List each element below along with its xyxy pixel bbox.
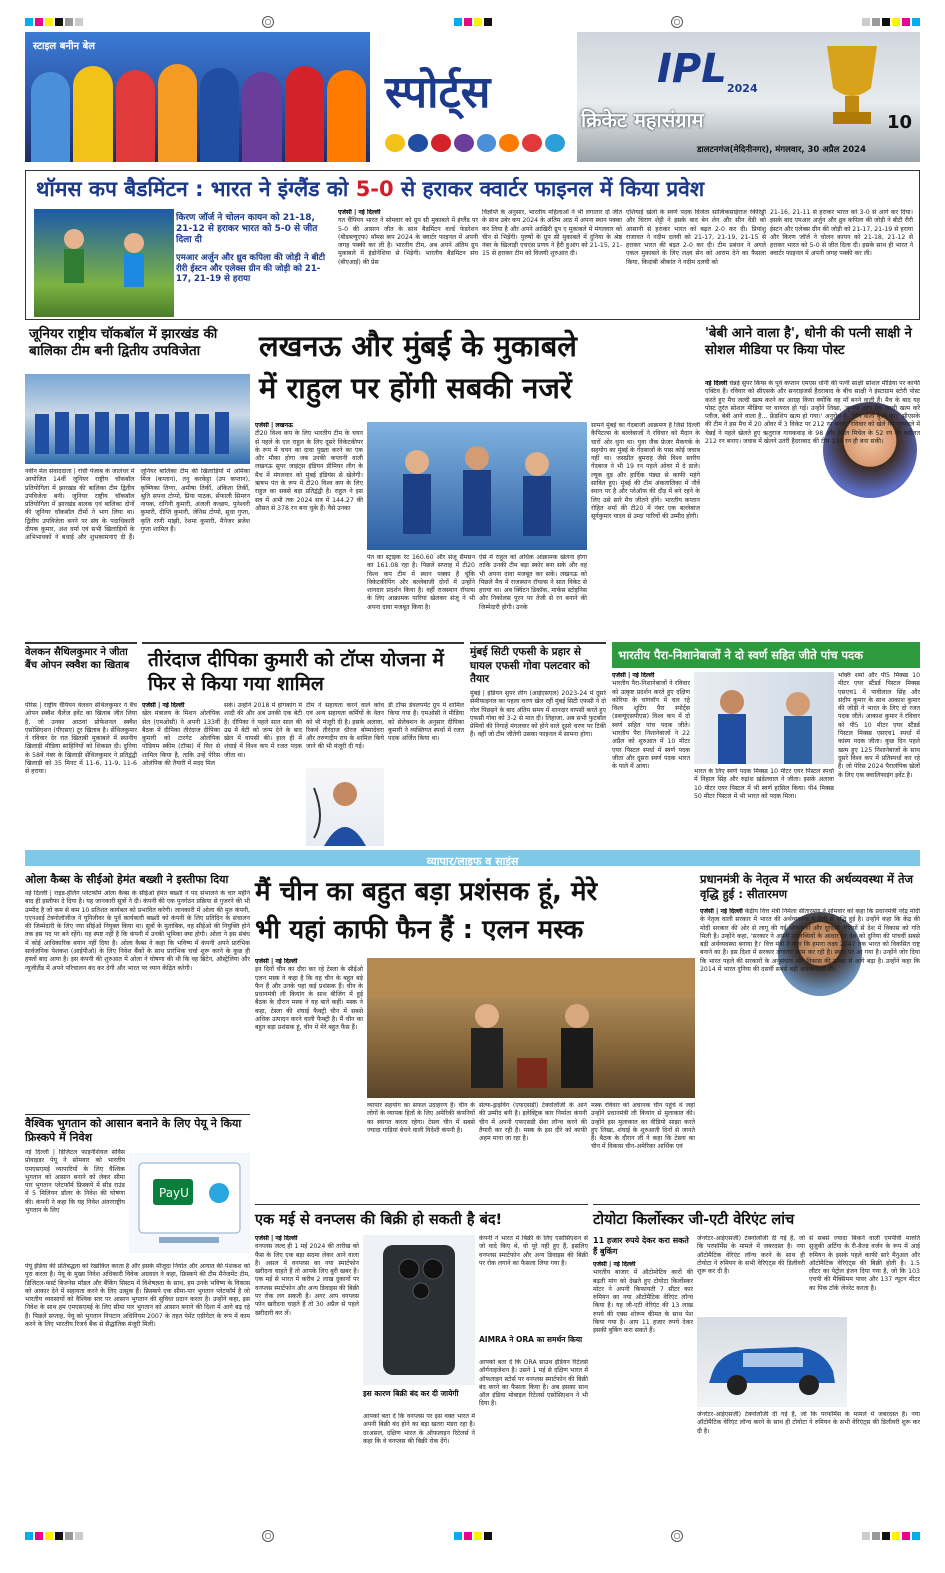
oneplus-phone-photo <box>363 1235 475 1385</box>
thomas-cup-col4: 21-16, 21-11 से हराकर भारत को 3-0 से आगे कर दिया। इसके बाद एमआर अर्जुन और ध्रुव कपिला की जोड़ी ने बीटी रीरी ईस्टन और एलेक्स ग्रीन की जोड़ी को 21-17, 21-19 से हराया और किरण जॉर्ज ने चोलन कायन को 21-18, 21-12 से हराकर भारत को 5-0 से जीत दिला दी। इसके साथ ही भारत ने क्वार्टर फाइनल में अपनी जगह पक्की कर ली। <box>770 209 913 258</box>
story-payu <box>25 1114 250 1524</box>
badminton-photo <box>34 209 174 317</box>
story-toyota <box>593 1204 920 1524</box>
cmyk-strip-left <box>25 18 83 26</box>
para-headline-band <box>612 642 920 668</box>
sports-logo <box>375 32 575 162</box>
players-collage <box>25 32 370 162</box>
player-label: स्टाइल बनीन बेल <box>33 41 96 52</box>
lsg-players-photo <box>367 422 587 550</box>
squash-body: पेरिस | राष्ट्रीय चैंपियन वेलवन सेंथिलकुमार ने बैंच ओपन स्क्वैश चैलेंज इवेंट का खिताब जीत लिया है, जो उनका आठवां प्रोफेशनल स्क्वैश एसोसिएशन (पीएसए) टूर खिताब है। सेंथिलकुमार ने रविवार देर रात खिताबी मुकाबले में स्थानीय खिलाड़ी मीडिया साहिनियों को शिकस्त दी। दुनिया के 58वें नंबर के खिलाड़ी सेंथिलकुमार ने प्रतिद्वंद्वी खिलाड़ी को 35 मिनट में 11-6, 11-9, 11-6 से हराया। <box>25 702 137 776</box>
para-col1: एजेंसी | नई दिल्ली भारतीय पैरा-निशानेबाजों ने रविवार को उत्कृष्ट प्रदर्शन करते हुए दक्षिण कोरिया के चांगवॉन में चल रहे विश्व शूटिंग पैरा स्पोर्ट्स (डब्ल्यूएसपीएस) विश्व कप में दो स्वर्ण सहित पांच पदक जीते। भारतीय पैरा निशानेबाजों ने 22 अप्रैल को शुरुआत में 10 मीटर एयर पिस्टल स्पर्धा में स्वर्ण पदक जीता और दूसरा स्वर्ण पदक भारत के पाले में आया। <box>612 672 690 771</box>
toyota-callout: 11 हजार रुपये देकर करा सकते हैं बुकिंग <box>593 1236 689 1256</box>
logo-title: स्पोर्ट्स <box>385 67 491 118</box>
registration-mark-icon <box>262 1530 274 1542</box>
byline: एजेंसी | नई दिल्ली <box>593 1261 636 1268</box>
para-col3: भक्ति शर्मा और पी5 मिक्स्ड 10 मीटर एयर स्टैंडर्ड पिस्टल मिक्स्ड एसएच1 में पावीलाल सिंह और संदीप कुमार के साथ आकाश कुमार की जोड़ी ने भारत के लिए दो रजत पदक जीते। आकाश कुमार ने रविवार को पी5 10 मीटर एयर स्टैंडर्ड पिस्टल मिक्स्ड एसएच1 स्पर्धा में कांस्य पदक जीता। कुछ दिन पहले खत्म हुए 125 निशानेबाजों के साथ दूसरे विश्व कप में प्रतिस्पर्धा कर रहे हैं। जो पेरिस 2024 पैरालंपिक खेलों के लिए एक क्वालिफाइंग इवेंट है। <box>838 672 920 779</box>
musk-headline-line1: मैं चीन का बहुत बड़ा प्रशंसक हूं, मेरे <box>255 877 598 907</box>
fc-headline: मुंबई सिटी एफसी के प्रहार से घायल एफसी गोवा पलटवार को तैयार <box>470 646 590 685</box>
lucknow-col4: सामने मुंबई का गेंदबाजी आक्रमण है जिसे दिल्ली कैपिटल्स के बल्लेबाजों ने रविवार को मैदान के चारों ओर धुना था। युवा जैक फ्रेजर मैकगर्क के सहयोग का मुंबई के गेंदबाजों के पास कोई जवाब नहीं था। जसप्रीत बुमराह जैसे विश्व स्तरीय गेंदबाज ने भी 19 रन पहले ओवर में दे डाले। ल्यूक वुड और हार्दिक पंड्या से काफी महंगे साबित हुए। मुंबई की टीम अंकतालिका में नौवें स्थान पर है और प्लेऑफ की दौड़ में बने रहने के लिए उसे सारे मैच जीतने होंगे। भारतीय कप्तान रोहित शर्मा की टी20 में नंबर एक बल्लेबाज सूर्यकुमार यादव से उम्दा पारियों की उम्मीद होगी। <box>591 422 700 521</box>
musk-col3: व्यापार सहयोग का सफल उदाहरण है। चीन के लोगों के व्यापक हितों के लिए अमेरिकी कंपनियों का स्वागत करता रहेगा। टेस्ला चीन में सबसे ज्यादा गाड़ियां बेचने वाली विदेशी कंपनी है। <box>367 1102 475 1134</box>
story-ola <box>25 872 250 1110</box>
score-highlight: 5-0 <box>355 177 394 201</box>
chokball-body: नवीन मेल संवाददाता | रांची पंजाब के जालंधर में आयोजित 14वीं जूनियर राष्ट्रीय चॉकबॉल प्रतियोगिता में झारखंड की बालिका टीम द्वितीय उपविजेता बनी। जूनियर राष्ट्रीय चॉकबॉल प्रतियोगिता में झारखंड बालक एवं बालिका दोनों की जूनियर चॉकबॉल टीमों ने भाग लिया था। द्वितीय उपविजेता बनने पर संघ के पदाधिकारी दीपक कुमार, अंश वर्मा एवं सभी खिलाड़ियों के अभिभावकों ने बधाई और शुभकामनाएं दी हैं। जूनियर बालिका टीम की खिलाड़ियों में अमिका मिंज (कप्तान), तनु करकेट्टा (उप कप्तान), कृष्णिका तिग्गा, अमीषा तिर्की, अंकिता तिर्की, श्रुति सपना टोप्पो, प्रिया पाठक, सेंफाली सिमरन नायक, रागिनी कुमारी, अंजली कच्छप, पुनेश्वरी कुमारी, दीप्ति कुमारी, जेनिस टोप्पो, सुधा गुप्ता, कृति राणी मांझी, रेशमा कुमारी, मैनेजर ब्रजेश गुप्ता शामिल हैं। <box>25 468 250 542</box>
toyota-col1: एजेंसी | नई दिल्ली भारतीय बाजार में ऑटोमोटिव कारों की बढ़ती मांग को देखते हुए टोयोटा किर्लोस्कर मोटर ने अपनी किफायती 7 सीटर कार रुमियन का नया ऑटोमैटिक वेरिएंट लॉन्च किया है। यह जी-एटी वेरिएंट की 13 लाख रुपये की एक्स शोरूम कीमत के साथ पेश किया गया है। आप 11 हजार रुपये देकर इसकी बुकिंग करा सकते हैं। <box>593 1261 693 1335</box>
deepika-col4: डी टॉप्स डेवलपमेंट ग्रुप में शामिल किया गया है। एमओसी ने मीडिया को सेलेक्शन के अनुसार दीपिका कुमारी ने व्यक्तिगत स्पर्धा में रजत पदक अर्जित किया था। <box>388 702 464 743</box>
deepika-photo <box>306 768 384 846</box>
deepika-col2: सके। उन्होंने 2018 में हांगकांग में शादी की और अब उनकी एक बेटी है। दीपिका ने पहले सात साल की उम्र में बेटी को जन्म देने के बाद खेल में वापसी की। हाल ही में शंघाई में विश्व कप में रजत पदक जीता था। <box>224 702 302 759</box>
toyota-car-photo <box>697 1317 847 1407</box>
oneplus-col4: आपको बता दें कि ORA साउथ इंडियन रिटेलर्स ऑर्गनाइजेशन है। उसने 1 मई से दक्षिण भारत में ऑफलाइन स्टोर्स पर वनप्लस स्मार्टफोन की बिक्री बंद करने का फैसला किया है। अब इसका साथ ऑल इंडिया मोबाइल रिटेलर्स एसोसिएशन ने भी दिया है। <box>479 1359 588 1408</box>
chokball-headline: जूनियर राष्ट्रीय चॉकबॉल में झारखंड की बालिका टीम बनी द्वितीय उपविजेता <box>29 326 218 359</box>
sakshi-body: नई दिल्ली चेन्नई सुपर किंग्स के पूर्व कप्तान एमएस धोनी की पत्नी साक्षी सोशल मीडिया पर काफी एक्टिव हैं। रविवार को सीएसके और सनराइजर्स हैदराबाद के बीच साक्षी ने इंस्टाग्राम स्टोरी पोस्ट करते हुए मैच जल्दी खत्म करने का आग्रह किया क्योंकि वह माँ बनने वाली हैं। मैच के बाद यह पोस्ट तुरंत सोशल मीडिया पर वायरल हो गई। उन्होंने लिखा, 'कृपया आप मैच जल्दी खत्म करें प्लीज, बेबी आने वाला है... फ्रेंडशिप खत्म हो गया।' अनुरोध है- 'होने वाली बुआ का।' सीएसके की टीम ने इस मैच में 20 ओवर में 3 विकेट पर 212 रन बनाए। रविवार को खेले गए मुकाबले में चेन्नई ने पहले खेलते हुए ऋतुराज गायकवाड़ के 98 और डेरिल मिचेल के 52 रन की बदौलत 212 रन बनाए। जवाब में खेलने उतरी हैदराबाद की टीम 134 रन ही बना सकी। <box>705 380 920 446</box>
oneplus-subhead: AIMRA ने ORA का समर्थन किया <box>479 1335 583 1344</box>
svg-text:PayU: PayU <box>159 1186 189 1200</box>
byline: नई दिल्ली <box>705 380 728 387</box>
fc-body: मुंबई | इंडियन सुपर लीग (आईएसएल) 2023-24 में दूसरे सेमीफाइनल का पहला चरण खेल रहीं मुंबई सिटी एफसी ने दो गोल पिछड़ने के बाद अंतिम समय में शानदार वापसी करते हुए एफसी गोवा को 3-2 से मात दी। लिहाजा, अब सभी फुटबॉल प्रेमियों की निगाहें मंगलवार को होने वाले दूसरे चरण पर टिकी हैं। वहीं जो टीम जीतेगी उसका फाइनल में सामना होगा। <box>470 690 606 739</box>
oneplus-col2: आपको बता दें कि वनप्लस पर इस वक्त भारत में अपनी बिक्री बंद होने का बड़ा खतरा मंडरा रहा है। दरअसल, दक्षिण भारत के ऑफलाइन रिटेलर्स ने कहा कि वे वनप्लस की बिक्री रोक देंगे। <box>363 1413 475 1445</box>
sitharaman-headline: प्रधानमंत्री के नेतृत्व में भारत की अर्थव्यवस्था में तेज वृद्धि हुई : सीतारमण <box>700 872 914 901</box>
ipl-year: 2024 <box>727 82 758 95</box>
byline: एजेंसी | नई दिल्ली <box>700 908 743 915</box>
thomas-cup-col1: एजेंसी | नई दिल्ली गत चैंपियन भारत ने सोमवार को ग्रुप सी मुकाबले में इंग्लैंड पर 5-0 की आसान जीत के साथ बैडमिंटन वर्ल्ड फेडरेशन (बीडब्ल्यूएफ) थॉमस कप 2024 के क्वार्टर फाइनल में अपनी जगह पक्की कर ली है। भारतीय टीम, अब अपने अंतिम ग्रुप मुकाबले में इंडोनेशिया से भिड़ेगी। भारतीय बैडमिंटन संघ (बीएआई) की प्रेस <box>338 209 478 266</box>
deepika-col3: टीम ने सहायता करने वाले कोच एवं अन्य सहायता कर्मियों के वेतन को भी मंजूरी दी है। इसके अलावा, रिकर्व तीरंदाज धीरज बोम्मादेवरा और तरुणदीप राय के शामिल किये जाने की भी मंजूरी दी गई। <box>306 702 384 751</box>
payu-body1: नई दिल्ली | डिजिटल फाइनेंशियल सर्विस प्रोवाइडर पेयू ने सोमवार को भारतीय एमएसएमई व्यापारियों के लिए वैश्विक भुगतान को आसान बनाने को लेकर सीमा पार भुगतान प्लेटफॉर्म फ्रिस्कपे में सीड राउंड में 5 मिलियन डॉलर के निवेश की घोषणा की। कंपनी ने कहा कि यह निवेश अंतरराष्ट्रीय भुगतान के लिए <box>25 1149 125 1215</box>
toyota-col3-cont: जेनरेटर-आईएसजी) टेक्नोलॉजी दी गई है, जो कि परफॉर्मेंस के मामले में जबरदस्त है। नया ऑटोमैटिक वेरिएंट लॉन्च करने के साथ ही टोयोटा ने रुमियन के सभी वेरिएंट्स की डिलीवरी शुरू कर दी है। <box>697 1411 920 1435</box>
musk-col4: सेल्फ-ड्राइविंग (एफएसडी) टेक्नोलॉजी के आने की उम्मीद बनी है। इलेक्ट्रिक कार निर्माता कंपनी चीन में अपनी एफएसडी सेवा लॉन्च करने की तैयारी कर रही है। मस्क के इस दौरे को काफी अहम माना जा रहा है। <box>479 1102 587 1143</box>
registration-mark-icon <box>671 16 683 28</box>
dateline: डालटनगंज(मेदिनीनगर), मंगलवार, 30 अप्रैल 2024 <box>697 145 866 155</box>
story-chokball <box>25 326 250 638</box>
story-squash <box>25 642 137 844</box>
masthead <box>25 32 920 162</box>
sitharaman-body: एजेंसी | नई दिल्ली केंद्रीय वित्त मंत्री निर्मला सीतारमण ने सोमवार को कहा कि प्रधानमंत्री नरेंद्र मोदी के नेतृत्व वाली सरकार में भारत की अर्थव्यवस्था में तेजी से वृद्धि हुई है। उन्होंने कहा कि केंद्र की मोदी सरकार की ओर से लागू की गई योजनाओं और दूरदर्शी नीतियों से देश में विकास को गति मिली है। उन्होंने कहा, 'सरकार ने अपनी उपलब्धियों के आधार पर देश को दुनिया की पांचवीं सबसे बड़ी अर्थव्यवस्था बनाया है।' वित्त मंत्री ने कहा कि हमारा लक्ष्य 2047 तक भारत को विकसित राष्ट्र बनाने का है। इस दिशा में सरकार लगातार काम कर रही है। स्थान पर आ गया है। उन्होंने जोर दिया कि भारत पहले की सरकारों के अनुसंधान और विकास की उपेक्षा से आगे बढ़ा है। उन्होंने कहा कि 2014 में भारत दुनिया की दसवीं सबसे बड़ी अर्थव्यवस्था थी। <box>700 908 920 974</box>
byline: एजेंसी | नई दिल्ली <box>255 958 298 965</box>
cmyk-strip-center <box>454 1532 492 1540</box>
byline: एजेंसी | नई दिल्ली <box>338 209 381 216</box>
chokball-team-photo <box>25 374 250 464</box>
deepika-headline: तीरंदाज दीपिका कुमारी को टॉप्स योजना में फिर से किया गया शामिल <box>148 649 444 695</box>
para-col2: भारत के लिए स्वर्ण पदक मिक्स्ड 10 मीटर एयर पिस्टल स्पर्धा में निहाल सिंह और रुद्रांश खंडेलवाल ने जीता। इसके अलावा 10 मीटर एयर पिस्टल में भी स्वर्ण हासिल किया। पी4 मिक्स्ड 50 मीटर पिस्टल में भी भारत को पदक मिला। <box>694 768 834 800</box>
story-para-shooters <box>612 642 920 844</box>
story-deepika <box>142 642 464 844</box>
registration-mark-icon <box>671 1530 683 1542</box>
top-color-bar <box>25 16 920 28</box>
ipl-brand: IPL <box>657 46 727 92</box>
musk-col1: एजेंसी | नई दिल्ली इन दिनों चीन का दौरा कर रहे टेस्ला के सीईओ एलन मस्क ने कहा है कि वह चीन के बहुत बड़े फैन हैं और उनके यहां कई प्रशंसक हैं। चीन के प्रधानमंत्री ली कियांग के साथ बीजिंग में हुई बैठक के दौरान मस्क ने यह बातें कहीं। मस्क ने कहा, टेस्ला की शंघाई फैक्ट्री चीन में सबसे अधिक उत्पादन करने वाली फैक्ट्री है। मैं चीन का बहुत बड़ा प्रशंसक हूं, चीन में मेरे बहुत फैंस हैं। <box>255 958 363 1032</box>
ola-body: नई दिल्ली | राइड-हेलिंग प्लेटफॉर्म ओला कैब्स के सीईओ हेमंत बख्शी ने पद संभालने के चार महीने बाद ही इस्तीफा दे दिया है। यह जानकारी सूत्रों ने दी। कंपनी की एक पुनर्गठन प्रक्रिया से गुजरने की भी उम्मीद है जो कम से कम 10 प्रतिशत कार्यबल को प्रभावित करेगी। जानकारी में ओला की मूल कंपनी, एएनआई टेक्नोलॉजीज ने यूनिलीवर के पूर्व कार्यकारी बख्शी को कंपनी के लिए प्रतिदिन के संचालन की जिम्मेदारी के लिए नया सीईओ नियुक्त किया था। सूत्रों के मुताबिक, वह सीईओ की नियुक्ति होने तक इस पद पर बने रहेंगे। यह स्पष्ट नहीं है कि कंपनी में उनकी भूमिका क्या होगी। ओला ने इस संबंध में कोई आधिकारिक बयान नहीं दिया है। ओला कैब्स ने कहा कि भविष्य में कंपनी अपने प्रारंभिक सार्वजनिक पेशकश (आईपीओ) के लिए निवेश बैंकों के साथ प्रारंभिक चर्चा शुरू करने के कुछ ही हफ्तों बाद आया है। इस कंपनी की शुरुआत में ओला ने घोषणा की थी कि वह ब्रिटेन, ऑस्ट्रेलिया और न्यूजीलैंड में अपने परिचालन बंद कर देगी और भारत पर ध्यान केंद्रित करेगी। <box>25 890 250 972</box>
story-lucknow-mumbai <box>255 326 700 638</box>
thomas-cup-col2: विज्ञप्ति के अनुसार, भारतीय महिलाओं ने भी लगातार दो जीत के साथ उबेर कप 2024 के अंतिम आठ में अपना स्थान पक्का कर लिया है और अपने आखिरी ग्रुप ए मुकाबले में मंगलवार को चीन से भिड़ेंगी। पुरुषों के ग्रुप सी मुकाबले में दुनिया के श्रेष्ठ नंबर के खिलाड़ी एचएस प्रणय ने हैरी हुआंग को 21-15, 21-15 से हराकर टीम को विजयी शुरुआत दी। <box>482 209 622 258</box>
page-number: 10 <box>886 112 912 133</box>
toyota-col2: जेनरेटर-आईएसजी) टेक्नोलॉजी दी गई है, जो कि परफॉर्मेंस के मामले में जबरदस्त है। नया ऑटोमैटिक वेरिएंट लॉन्च करने के साथ ही टोयोटा ने रुमियन के सभी वेरिएंट्स की डिलीवरी शुरू कर दी है। <box>697 1235 805 1276</box>
ipl-banner <box>577 32 920 162</box>
payu-body2: पेयू इंडिया की प्रतिबद्धता को रेखांकित करता है और इसके मौजूदा निर्यात और आयात की पेशकश को पूरा करता है। पेयू के मुख्य निवेश अधिकारी विवेक अग्रवाल ने कहा, फ्रिस्कपे की टीम मैनेजमेंट टीम, डिजिटल-फर्स्ट बिजनेस मॉडल और बैंकिंग सिस्टम में विशेषज्ञता के साथ, हम उनके भविष्य के विकास को आकार देने में सहायता करने के लिए उत्सुक हैं। फ्रिस्कपे एक सीमा-पार भुगतान प्लेटफॉर्म है जो भारतीय व्यवसायों को वैश्विक स्तर पर आसान भुगतान की सुविधा प्रदान करता है। उन्होंने कहा, इस निवेश के साथ हम एमएसएमई के लिए सीमा पार भुगतान को आसान बनाने की दिशा में आगे बढ़ रहे हैं। पिछले सप्ताह, पेयू को भुगतान निपटान अधिनियम 2007 के तहत पेमेंट एग्रीगेटर के रूप में काम करने के लिए भारतीय रिजर्व बैंक से सैद्धांतिक मंजूरी मिली। <box>25 1263 250 1329</box>
lucknow-col1: एजेंसी | लखनऊ टी20 विश्व कप के लिए भारतीय टीम के चयन से पहले के एल राहुल के लिए दूसरे विकेटकीपर के रूप में चयन का दावा पुख्ता करने का एक और मौका होगा जब उनकी कप्तानी वाली लखनऊ सुपर जाइंट्स इंडियन प्रीमियर लीग के मैच में मंगलवार को मुंबई इंडियंस से खेलेगी। ऋषभ पंत के रूप में टी20 विश्व कप के लिए राहुल का सबसे बड़ा प्रतिद्वंद्वी है। राहुल ने इस सत्र में अभी तक 2024 सत्र में 144.27 की औसत से 378 रन बना चुके हैं। वैसे उनका <box>255 422 363 512</box>
story-elon-musk <box>255 872 695 1198</box>
deepika-col1: एजेंसी | नई दिल्ली खेल मंत्रालय के मिशन ओलंपिक सेल (एमओसी) ने अपनी 133वीं बैठक में दीपिका तीरंदाज दीपिका कुमारी को टारगेट ओलंपिक पोडियम स्कीम (टॉप्स) में फिर से शामिल किया है, ताकि उन्हें पेरिस ओलंपिक की तैयारी में मदद मिल <box>142 702 220 768</box>
byline: एजेंसी | नई दिल्ली <box>142 702 185 709</box>
sakshi-headline: 'बेबी आने वाला है', धोनी की पत्नी साक्षी ने सोशल मीडिया पर किया पोस्ट <box>705 326 912 358</box>
payu-headline: वैश्विक भुगतान को आसान बनाने के लिए पेयू ने किया फ्रिस्कपे में निवेश <box>25 1117 242 1144</box>
oneplus-headline: एक मई से वनप्लस की बिक्री हो सकती है बंद! <box>255 1212 503 1228</box>
byline: एजेंसी | नई दिल्ली <box>612 672 655 679</box>
section-band <box>25 850 920 866</box>
musk-meeting-photo <box>367 958 695 1098</box>
story-oneplus <box>255 1204 588 1524</box>
oneplus-col3: कंपनी ने भारत में बिक्री के लिए एसोसिएशन से जो वादे किए थे, वो पूरे नहीं हुए हैं, इसलिए वनप्लस स्मार्टफोन और अन्य डिवाइस की बिक्री पर रोक लगाने का फैसला लिया गया है। <box>479 1235 588 1267</box>
para-headline: भारतीय पैरा-निशानेबाजों ने दो स्वर्ण सहित जीते पांच पदक <box>618 648 863 662</box>
oneplus-caption: इस कारण बिक्री बंद कर दी जायेगी <box>363 1389 459 1398</box>
registration-mark-icon <box>262 16 274 28</box>
thomas-cup-headline: थॉमस कप बैडमिंटन : भारत ने इंग्लैंड को 5-0 से हराकर क्वार्टर फाइनल में किया प्रवेश <box>36 177 705 201</box>
oneplus-col1: एजेंसी | नई दिल्ली वनप्लस जल्द ही 1 मई 2024 की तारीख को फैंस के लिए एक बड़ा सदमा लेकर आने वाला है। असल में वनप्लस का नया स्मार्टफोन खरीदना चाहते हैं तो आपके लिए बुरी खबर है। एक मई से भारत में करीब 2 लाख दुकानों पर वनप्लस स्मार्टफोन और अन्य डिवाइस की बिक्री पर रोक लग सकती है। अगर आप वनप्लस फोन खरीदना चाहते हैं तो 30 अप्रैल से पहले खरीदारी कर लें। <box>255 1235 359 1317</box>
para-shooters-photo <box>694 672 834 764</box>
lucknow-col2: पंत का स्ट्राइक रेट 160.60 और संजू सैमसन का 161.08 रहा है। पिछले सप्ताह में टी20 विश्व कप टीम में स्थान पक्का है चूंकि विकेटकीपिंग और बल्लेबाजी दोनों में उन्होंने शानदार प्रदर्शन किया है। वहीं राजस्थान रॉयल्स के लिए आक्रामक पारियां खेलकर संजू ने भी अपना दावा मजबूत किया है। <box>367 554 475 611</box>
story-thomas-cup <box>25 170 920 320</box>
musk-col2-visible: मस्क रविवार को अचानक चीन पहुंचे थे जहां उन्होंने प्रधानमंत्री ली कियांग से मुलाकात की। उन्होंने इस मुलाकात का वीडियो साझा करते हुए लिखा, शंघाई के शुरुआती दिनों से जानते हैं। बैठक के दौरान ली ने कहा कि टेस्ला का चीन में विकास चीन-अमेरिका आर्थिक एवं <box>591 1102 695 1151</box>
lucknow-headline-line1: लखनऊ और मुंबई के मुकाबले <box>259 329 577 363</box>
tagline: क्रिकेट महासंग्राम <box>581 108 704 132</box>
cmyk-strip-center <box>454 18 492 26</box>
cmyk-strip-right <box>862 1532 920 1540</box>
squash-headline: वेलकन सैथिलकुमार ने जीता बैंच ओपन स्क्वैश का खिताब <box>25 647 130 671</box>
musk-headline-line2: भी यहां काफी फैन हैं : एलन मस्क <box>255 915 584 945</box>
thomas-cup-caption1: किरण जॉर्ज ने चोलन कायन को 21-18, 21-12 से हराकर भारत को 5-0 से जीत दिला दी <box>176 213 318 245</box>
thomas-cup-caption2: एमआर अर्जुन और ध्रुव कपिला की जोड़ी ने बीटी रीरी ईस्टन और एलेक्स ग्रीन की जोड़ी को 21-17, 21-19 से हराया <box>176 253 326 284</box>
story-mumbai-fc <box>470 642 606 844</box>
story-sitharaman <box>700 872 920 1198</box>
payu-illustration <box>129 1153 250 1253</box>
section-title: व्यापार/लाइफ व साइंस <box>426 855 519 868</box>
byline: एजेंसी | लखनऊ <box>255 422 293 429</box>
ola-headline: ओला कैब्स के सीईओ हेमंत बख्शी ने इस्तीफा दिया <box>25 873 229 886</box>
toyota-col3: से सबसे ज्यादा बिकने वाली एमपीवी मारुति सुजुकी अर्टिगा के री-बैज्ड वर्जन के रूप में आई रुमियन के इसके पहले काफी सारे मैनुअल और ऑटोमैटिक वेरिएंट्स की बिक्री होती है। 1.5 लीटर का पेट्रोल इंजन दिया गया है, जो कि 103 एचपी की मैक्सिमम पावर और 137 न्यूटन मीटर का पिक टॉर्क जेनरेट करता है। <box>809 1235 920 1292</box>
lucknow-headline-line2: में राहुल पर होंगी सबकी नजरें <box>259 371 572 405</box>
cmyk-strip-right <box>862 18 920 26</box>
cmyk-strip-left <box>25 1532 83 1540</box>
trophy-icon <box>817 38 887 130</box>
thomas-cup-col3: एशियाई खेलों के स्वर्ण पदक विजेता सात्विकसाईराज रंकीरेड्डी और चिराग शेट्टी ने इसके बाद बेन लेन और सीन वेंडी को आसानी से हराकर भारत को बढ़त 2-0 कर दी। प्रियांशु राजावत ने नदीम दलवी को 21-17, 21-19, 21-15 से हराकर भारत की बढ़त 2-0 कर दी। टीम प्रबंधन ने अगले एकल मुकाबले के लिए लक्ष्य सेन को आराम देने का फैसला किया, किदांबी श्रीकांत ने नदीम दलवी को <box>626 209 766 266</box>
toyota-headline: टोयोटा किर्लोस्कर जी-एटी वेरिएंट लांच <box>593 1212 795 1228</box>
story-dhoni-sakshi <box>705 326 920 638</box>
lucknow-col3: ऐसे में राहुल को अधिक आक्रामक खेलना होगा ताकि उनकी टीम बड़ा स्कोर बना सके और वह भी अपना दावा मजबूत कर सकें। लखनऊ को पिछले मैच में राजस्थान रॉयल्स ने सात विकेट से हराया था। अब क्विंटन डिकॉक, मार्कस स्टोइनिस और निकोलस पूरन पर तेजी से रन बनाने की जिम्मेदारी होगी। उनके <box>479 554 587 611</box>
bottom-color-bar <box>25 1530 920 1542</box>
byline: एजेंसी | नई दिल्ली <box>255 1235 298 1242</box>
